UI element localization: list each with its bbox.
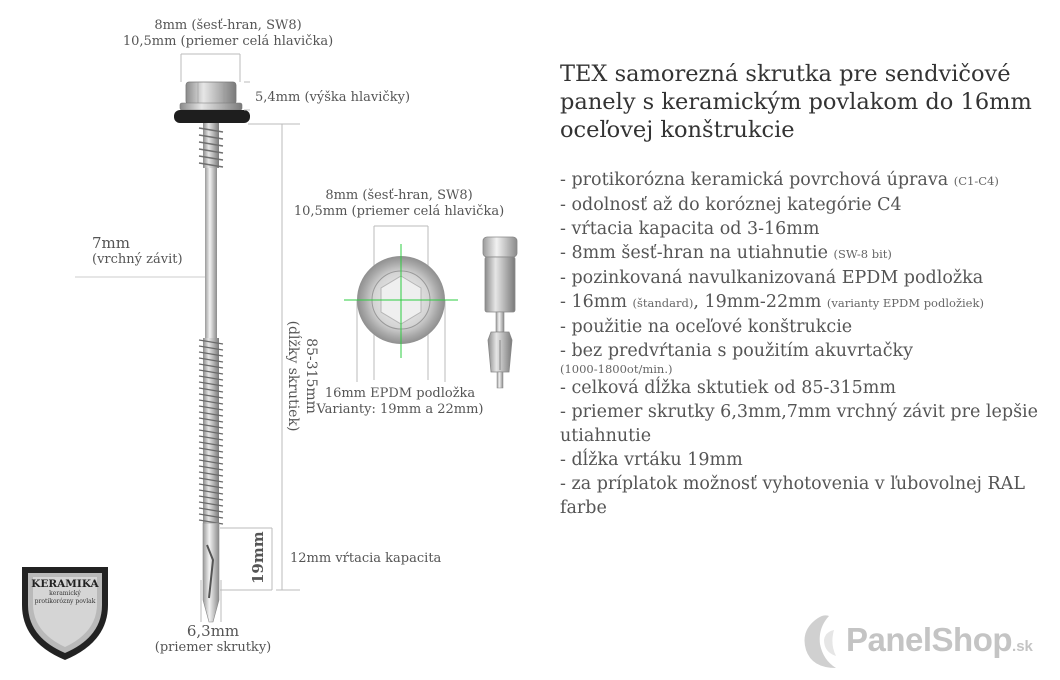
- feature-item: [560, 315, 1050, 339]
- feature-text: - za príplatok možnosť vyhotovenia v ľubovolnej RAL farbe: [560, 474, 1025, 518]
- feature-text: - priemer skrutky 6,3mm,7mm vrchný závit pre lepšie utiahnutie: [560, 402, 1039, 446]
- drill-point: [203, 523, 219, 622]
- feature-item: [560, 193, 1050, 217]
- badge-title: KERAMIKA: [31, 578, 99, 590]
- thread-top-desc: (vrchný závit): [92, 252, 183, 267]
- diameter-label: [140, 622, 286, 656]
- feature-item: [560, 266, 1050, 290]
- hex-bit-icon: [483, 237, 517, 388]
- hex-head: [174, 82, 250, 123]
- feature-text: - pozinkovaná navulkanizovaná EPDM podložka: [560, 268, 984, 288]
- length-value: 85-315mm: [303, 338, 319, 414]
- feature-list: [560, 168, 1050, 520]
- feature-note: (1000-1800ot/min.): [560, 362, 673, 376]
- feature-item: [560, 339, 1050, 376]
- washer-top-view: [344, 226, 458, 382]
- badge-line2: protikorózny povlak: [34, 598, 96, 605]
- feature-item: [560, 241, 1050, 266]
- washer-variants: Varianty: 19mm a 22mm): [316, 402, 484, 417]
- feature-item: [560, 448, 1050, 472]
- head-size-label: [100, 18, 356, 50]
- keramika-badge-text: [28, 578, 102, 606]
- feature-note: (varianty EPDM podložiek): [826, 296, 984, 310]
- feature-text: - vŕtacia kapacita od 3-16mm: [560, 219, 820, 239]
- logo-text: PanelShop: [846, 621, 1013, 658]
- lower-thread: [199, 338, 223, 524]
- feature-item: [560, 472, 1050, 520]
- feature-note: (štandard): [632, 296, 694, 310]
- drill-length-label: 19mm: [249, 531, 267, 584]
- feature-text: - bez predvŕtania s použitím akuvrtačky: [560, 341, 913, 361]
- feature-text: - protikorózna keramická povrchová úprava: [560, 170, 954, 190]
- thread-top-value: 7mm: [92, 234, 130, 252]
- head-hex-size: 8mm (šesť-hran, SW8): [154, 18, 302, 33]
- feature-item: [560, 376, 1050, 400]
- badge-line1: keramický: [49, 590, 81, 597]
- product-title: TEX samorezná skrutka pre sendvičové panely s keramickým povlakom do 16mm oceľovej konštrukcie: [560, 61, 1032, 143]
- feature-text: - dĺžka vrtáku 19mm: [560, 450, 743, 470]
- logo-suffix: .sk: [1012, 638, 1033, 655]
- upper-thread: [199, 123, 223, 168]
- feature-item: [560, 290, 1050, 315]
- panelshop-logo: [846, 621, 1033, 659]
- feature-note: (SW-8 bit): [833, 247, 892, 261]
- head-diameter: 10,5mm (priemer celá hlavička): [122, 34, 334, 49]
- head-dimension-box: [181, 54, 240, 82]
- length-desc: (dĺžky skrutiek): [285, 320, 301, 432]
- washer-bottom-label: [290, 386, 510, 418]
- feature-item: [560, 400, 1050, 448]
- feature-text: , 19mm-22mm: [693, 292, 827, 312]
- feature-text: - použitie na oceľové konštrukcie: [560, 317, 853, 337]
- feature-text: - 8mm šesť-hran na utiahnutie: [560, 243, 834, 263]
- feature-item: [560, 217, 1050, 241]
- screw-shank: [205, 168, 217, 338]
- length-label: [280, 276, 320, 476]
- feature-text: - 16mm: [560, 292, 633, 312]
- head-height-label: 5,4mm (výška hlavičky): [255, 90, 411, 105]
- washer-head-diameter: 10,5mm (priemer celá hlavička): [293, 204, 505, 219]
- thread-top-label: [92, 234, 183, 268]
- drill-capacity-label: 12mm vŕtacia kapacita: [290, 551, 442, 566]
- washer-top-label: [276, 188, 522, 220]
- feature-text: - celková dĺžka sktutiek od 85-315mm: [560, 378, 896, 398]
- diameter-value: 6,3mm: [186, 622, 240, 640]
- diameter-desc: (priemer skrutky): [154, 640, 272, 655]
- feature-note: (C1-C4): [953, 174, 999, 188]
- washer-epdm-size: 16mm EPDM podložka: [324, 386, 476, 401]
- washer-hex-size: 8mm (šesť-hran, SW8): [325, 188, 473, 203]
- feature-text: - odolnosť až do koróznej kategórie C4: [560, 195, 902, 215]
- feature-item: [560, 168, 1050, 193]
